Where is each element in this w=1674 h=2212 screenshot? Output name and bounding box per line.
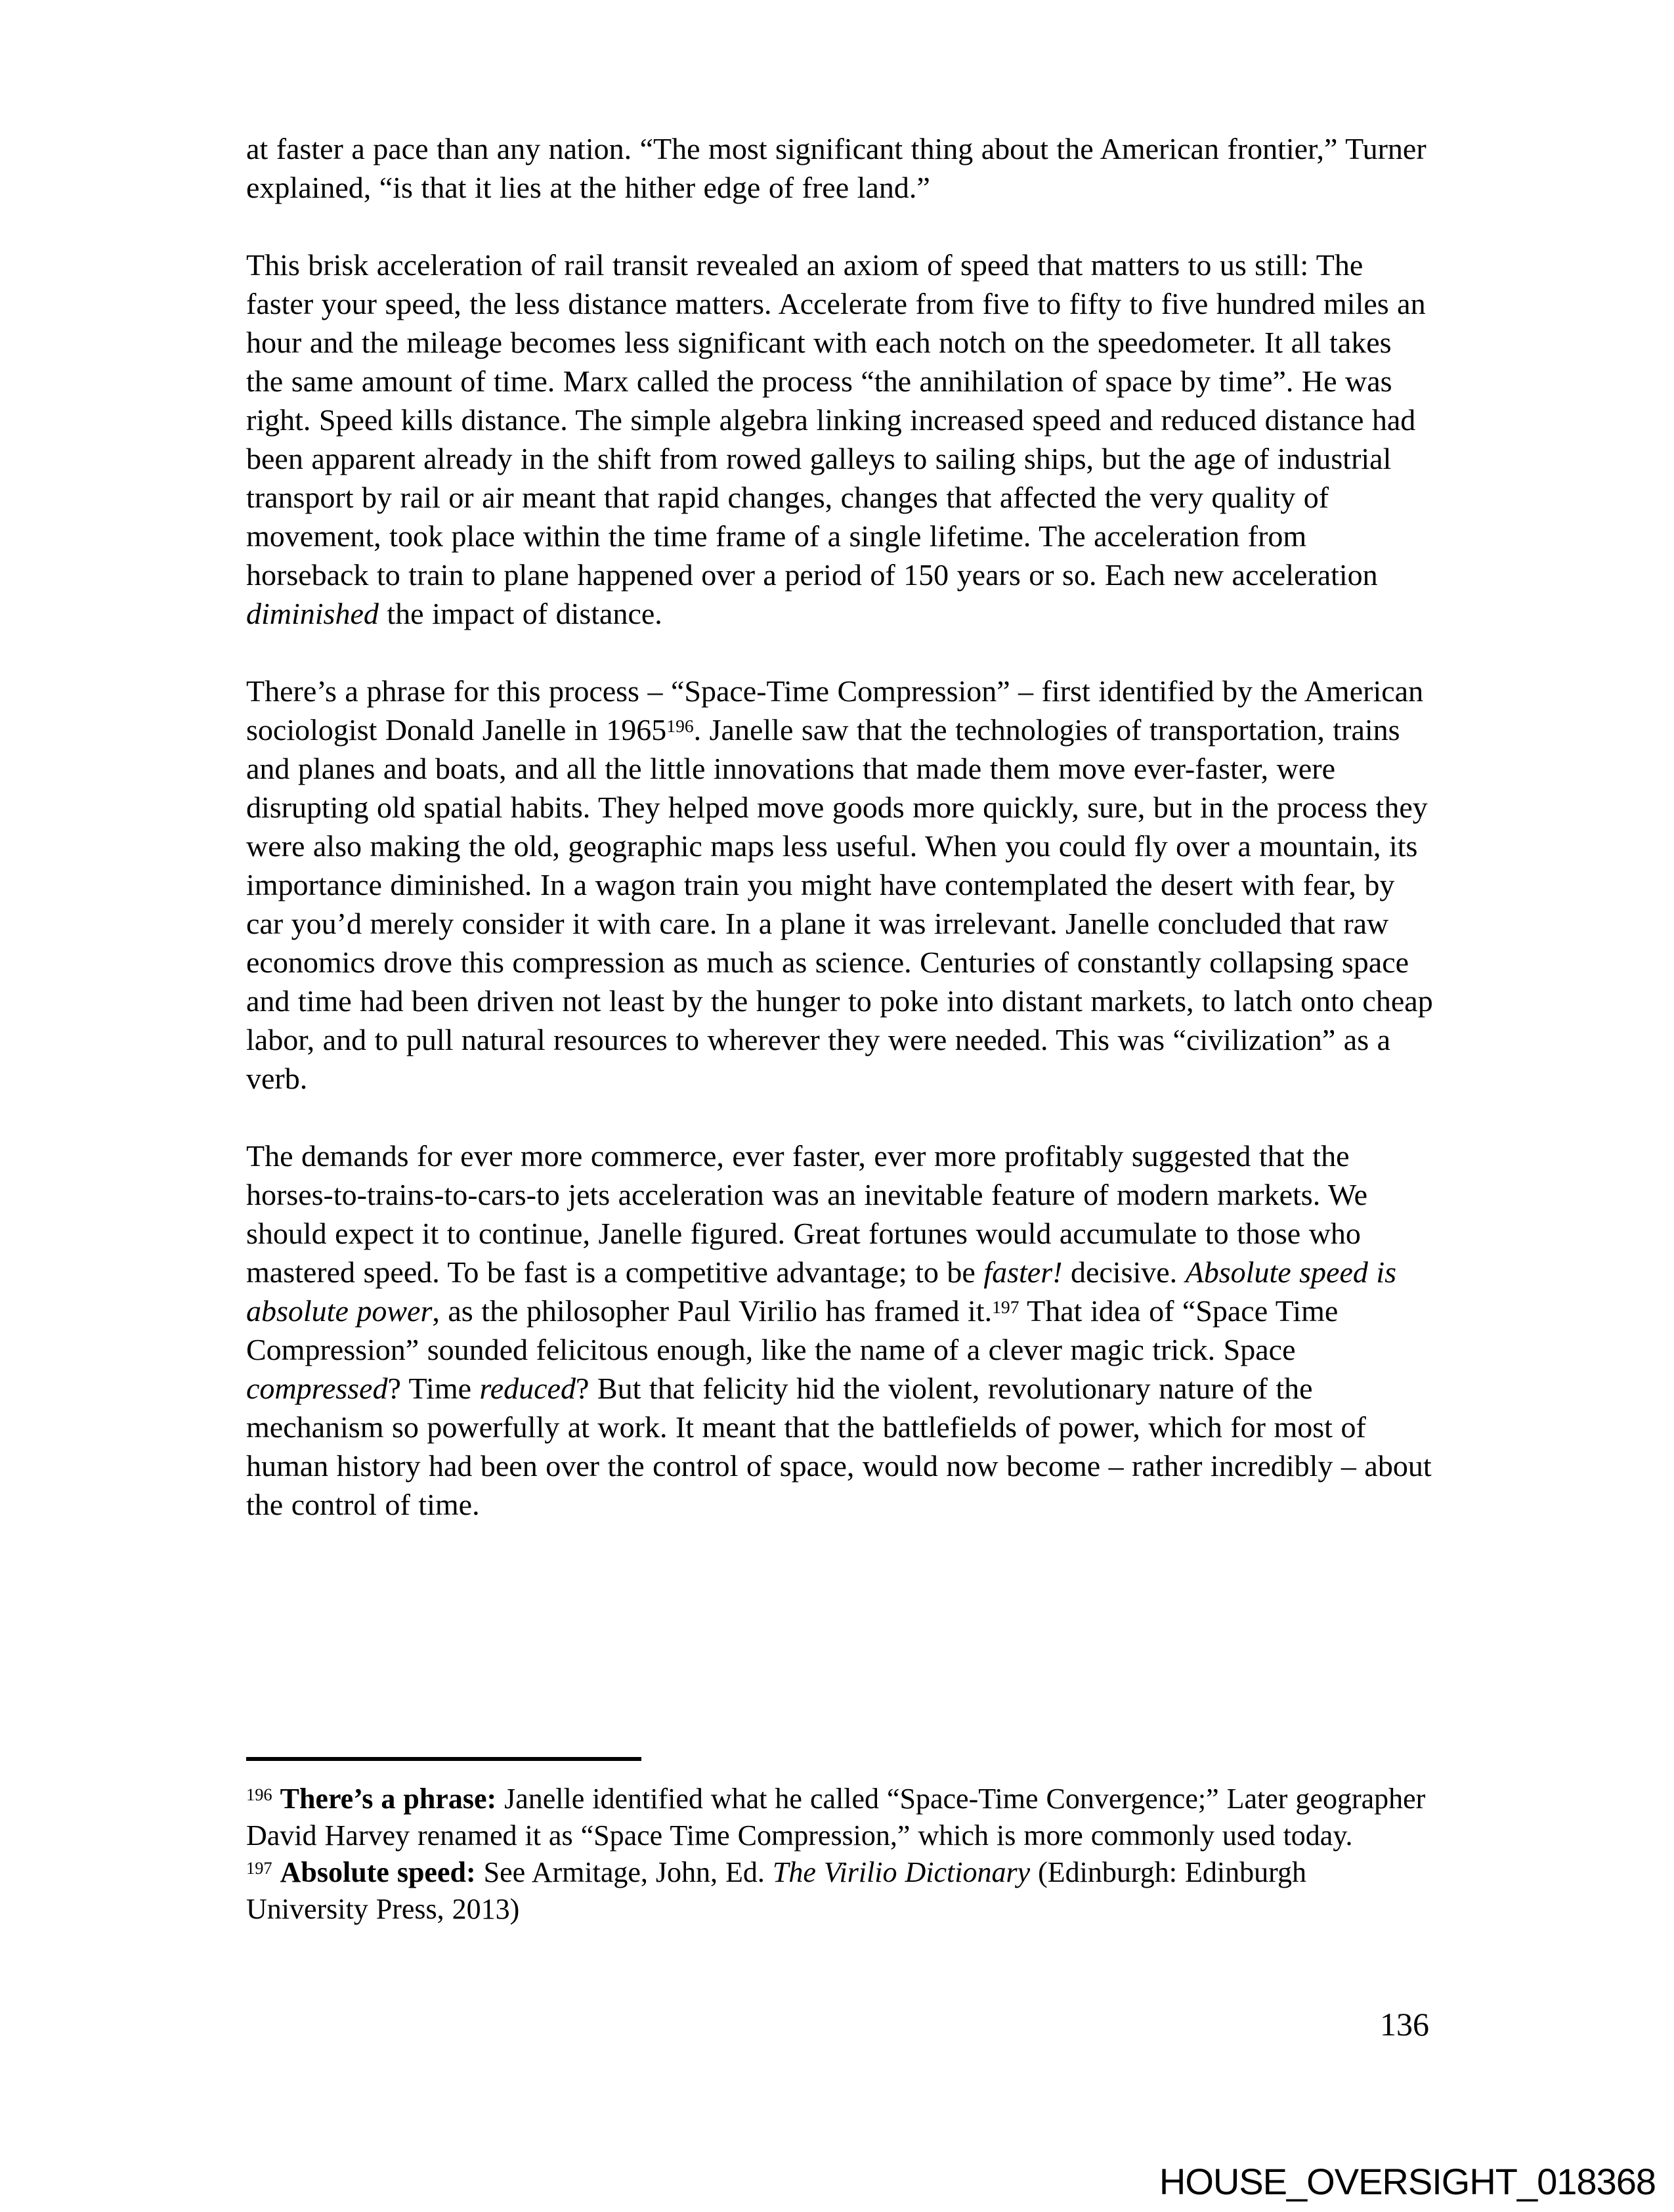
footnote-section <box>246 1781 1436 1928</box>
footnote: $^{196}$ There’s a phrase: Janelle identified what he called “Space-Time Convergence;” Later geographer David Harvey renamed it as “Space Time Compression,” which is more commonly used today. <box>246 1783 1426 1852</box>
footnote-separator-rule <box>246 1757 641 1761</box>
page-number: 136 <box>1380 2006 1429 2043</box>
paragraph: There’s a phrase for this process – “Space-Time Compression” – first identified by the American sociologist Donald Janelle in 1965$^{196}$. Janelle saw that the technologies of transportation, trains and planes and boats, and all the little innovations that made them move ever-faster, were disrupting old spatial habits. They helped move goods more quickly, sure, but in the process they were also making the old, geographic maps less useful. When you could fly over a mountain, its importance diminished. In a wagon train you might have contemplated the desert with fear, by car you’d merely consider it with care. In a plane it was irrelevant. Janelle concluded that raw economics drove this compression as much as science. Centuries of constantly collapsing space and time had been driven not least by the hunger to poke into distant markets, to latch onto cheap labor, and to pull natural resources to wherever they were needed. This was “civilization” as a verb. <box>246 674 1433 1095</box>
paragraph: This brisk acceleration of rail transit revealed an axiom of speed that matters to us still: The faster your speed, the less distance matters. Accelerate from five to fifty to five hundred miles an hour and the mileage becomes less significant with each notch on the speedometer. It all takes the same amount of time. Marx called the process “the annihilation of space by time”. He was right. Speed kills distance. The simple algebra linking increased speed and reduced distance had been apparent already in the shift from rowed galleys to sailing ships, but the age of industrial transport by rail or air meant that rapid changes, changes that affected the very quality of movement, took place within the time frame of a single lifetime. The acceleration from horseback to train to plane happened over a period of 150 years or so. Each new acceleration diminished the impact of distance. <box>246 248 1426 630</box>
paragraph: The demands for ever more commerce, ever faster, ever more profitably suggested that the horses-to-trains-to-cars-to jets acceleration was an inevitable feature of modern markets. We should expect it to continue, Janelle figured. Great fortunes would accumulate to those who mastered speed. To be fast is a competitive advantage; to be faster! decisive. Absolute speed is absolute power, as the philosopher Paul Virilio has framed it.$^{197}$ That idea of “Space Time Compression” sounded felicitous enough, like the name of a clever magic trick. Space compressed? Time reduced? But that felicity hid the violent, revolutionary nature of the mechanism so powerfully at work. It meant that the battlefields of power, which for most of human history had been over the control of space, would now become – rather incredibly – about the control of time. <box>246 1139 1432 1521</box>
body-text <box>246 129 1436 1524</box>
footnote: $^{197}$ Absolute speed: See Armitage, John, Ed. The Virilio Dictionary (Edinburgh: Edinburgh University Press, 2013) <box>246 1856 1306 1925</box>
paragraph: at faster a pace than any nation. “The most significant thing about the American frontier,” Turner explained, “is that it lies at the hither edge of free land.” <box>246 132 1427 204</box>
bates-stamp: HOUSE_OVERSIGHT_018368 <box>1159 2161 1656 2202</box>
